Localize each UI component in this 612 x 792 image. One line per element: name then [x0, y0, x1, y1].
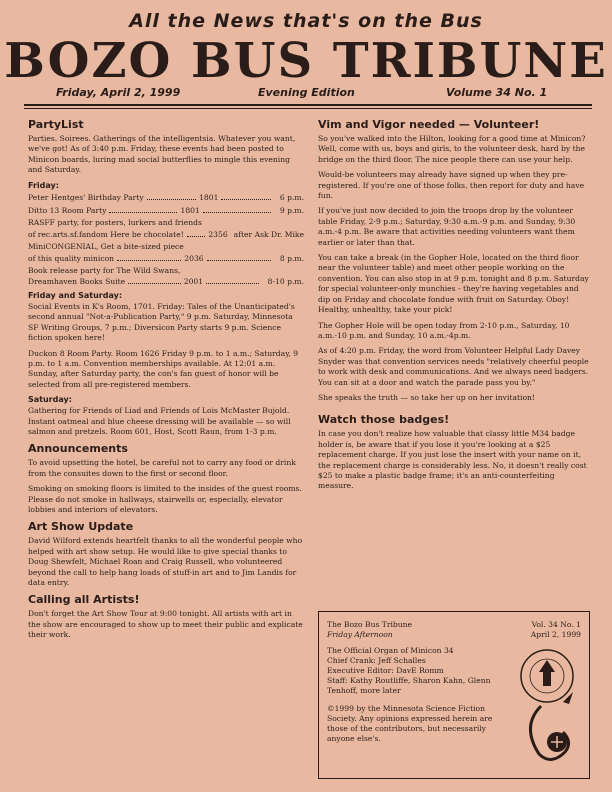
issue-date: Friday, April 2, 1999 [56, 86, 181, 99]
badges-text: In case you don't realize how valuable that classy little M34 badge holder is, be aware that if you lose it you're looking at a $25 replacement charge. If you just lose the insert with your name on it, the replacement charge is considerably less. No, it doesn't really cost $25 to make a plastic badge frame; it's an anti-counterfeiting measure. [318, 429, 587, 491]
friday-heading: Friday: [28, 180, 59, 190]
event-name: Peter Hentges' Birthday Party [28, 192, 144, 202]
box-title: The Bozo Bus Tribune [327, 620, 413, 629]
newsletter-title: BOZO BUS TRIBUNE [4, 33, 608, 89]
tagline: All the News that's on the Bus [129, 10, 483, 32]
box-staff: Staff: Kathy Routliffe, Sharon Kahn, Glenn Tenhoff, more later [327, 676, 491, 695]
friday-saturday-text: Duckon 8 Room Party. Room 1626 Friday 9 p.m. to 1 a.m.; Saturday, 9 p.m. to 1 a.m. Convention memberships available. At 12:01 a.m. Sunday, after Saturday party, the con's fan guest of honor will be selected from all pre-registered members. [28, 348, 299, 389]
event-time: 9 p.m. [279, 206, 304, 216]
header-rule-top [24, 104, 592, 106]
box-editor: Executive Editor: DavE Romm [327, 666, 444, 675]
event-name: Book release party for The Wild Swans, [28, 266, 181, 276]
event-time: after Ask Dr. Mike [233, 229, 304, 239]
friday-saturday-heading: Friday and Saturday: [28, 290, 123, 300]
right-column [318, 118, 590, 497]
artshow-heading: Art Show Update [28, 520, 134, 534]
event-item [28, 205, 304, 216]
event-room: 2356 [208, 229, 228, 239]
box-copyright: ©1999 by the Minnesota Science Fiction Society. Any opinions expressed herein are those of the contributors, but necessarily anyone else's. [327, 704, 493, 743]
event-item [28, 218, 304, 240]
event-room: 1801 [199, 192, 219, 202]
friday-saturday-text: Social Events in K's Room, 1701. Friday: Tales of the Unanticipated's second annual "Not-a-Publication Party," 9 p.m. Saturday, Minnesota SF Writing Groups, 7 p.m.; Diversicon Party starts 9 p.m. Science fiction spoken here! [28, 301, 295, 343]
event-time: 8-10 p.m. [267, 277, 305, 287]
event-room: 2036 [184, 253, 204, 263]
partylist-intro: Parties. Soirees. Gatherings of the intelligentsia. Whatever you want, we've got! As of 3:40 p.m. Friday, these events had been posted to Minicon boards, luring mad social butterflies to mingle this evening and Saturday. [28, 134, 296, 175]
saturday-heading: Saturday: [28, 395, 72, 405]
event-item [28, 266, 304, 288]
badges-heading: Watch those badges! [318, 413, 450, 427]
announcements-heading: Announcements [28, 442, 128, 456]
box-date: April 2, 1999 [530, 630, 581, 639]
artshow-text: David Wilford extends heartfelt thanks to all the wonderful people who helped with art show setup. He would like to give special thanks to Doug Shewfelt, Michael Roan and Craig Russell, who volunteered beyond the call to help hang loads of stuff-in art and to Jim Landis for data entry. [28, 536, 303, 587]
masthead-box [318, 611, 590, 779]
event-name: MiniCONGENIAL, Get a bite-sized piece [28, 242, 184, 252]
volunteer-text: Would-be volunteers may already have signed up when they pre-registered. If you're one of those folks, then report for duty and have fun. [318, 170, 585, 201]
header-rule-bottom [24, 108, 592, 109]
event-name: RASFF party, for posters, lurkers and friends [28, 218, 202, 228]
box-official: The Official Organ of Minicon 34 [327, 646, 454, 655]
box-row [319, 620, 589, 630]
event-name-cont: of rec.arts.sf.fandom Here be chocolate! [28, 229, 184, 239]
box-chief: Chief Crank: Jeff Schalles [327, 656, 426, 665]
volunteer-text: So you've walked into the Hilton, looking for a good time at Minicon? Well, come with us, boys and girls, to the volunteer desk, hard by the bridge on the third floor. The nice people there can use your help. [318, 134, 586, 164]
event-item [28, 192, 304, 203]
volunteer-heading: Vim and Vigor needed — Volunteer! [318, 118, 540, 131]
event-room: 1801 [180, 206, 200, 216]
volunteer-text: The Gopher Hole will be open today from 2-10 p.m., Saturday, 10 a.m.-10 p.m. and Sunday, 10 a.m.-4p.m. [318, 320, 570, 340]
volunteer-text: As of 4:20 p.m. Friday, the word from Volunteer Helpful Lady Davey Snyder was that convention services needs "relatively cheerful people to work with desk and communications. And we always need badgers. You can sit at a door and watch the parade pass you by." [318, 346, 589, 387]
edition-label: Evening Edition [258, 86, 355, 99]
volume-label: Volume 34 No. 1 [446, 86, 548, 99]
artists-heading: Calling all Artists! [28, 593, 140, 607]
volunteer-text: She speaks the truth — so take her up on her invitation! [318, 392, 535, 402]
event-time: 8 p.m. [279, 253, 305, 263]
mnstf-seal-logo [511, 646, 583, 768]
event-name: Ditto 13 Room Party [28, 206, 107, 216]
volunteer-text: If you've just now decided to join the troops drop by the volunteer table Friday, 2-9 p.m.; Saturday, 9:30 a.m.-9 p.m. and Sunday, 9:30 a.m.-4 p.m. Be aware that activities needing volunteers want them earlier or later than that. [318, 206, 576, 247]
event-item [28, 242, 304, 264]
event-name-cont: Dreamhaven Books Suite [28, 277, 126, 287]
announcement-text: To avoid upsetting the hotel, be careful not to carry any food or drink from the consuites down to the first or second floor. [28, 458, 296, 478]
saturday-text: Gathering for Friends of Liad and Friends of Lois McMaster Bujold. Instant oatmeal and blue cheese dressing will be available — so will salmon and pretzels. Room 601, Host, Scott Raun, from 1-3 p.m. [28, 406, 291, 436]
volunteer-text: You can take a break (in the Gopher Hole, located on the third floor near the volunteer table) and meet other people working on the convention. You can also stop in at 9 p.m. tonight and 8 p.m. Saturday for special volunteer-only munchies - they're having vegetables and dip on Friday and chocolate fondue with fruit on Saturday. Oboy! Healthy, unhealthy, take your pick! [318, 253, 589, 315]
event-room: 2001 [183, 277, 204, 287]
box-row [319, 630, 589, 640]
box-time: Friday Afternoon [327, 630, 393, 639]
box-volume: Vol. 34 No. 1 [531, 620, 581, 629]
event-name-cont: of this quality minicon [28, 253, 115, 263]
artists-text: Don't forget the Art Show Tour at 9:00 tonight. All artists with art in the show are encouraged to show up to meet their public and explicate their work. [28, 609, 303, 640]
event-time: 6 p.m. [279, 192, 305, 202]
left-column [28, 118, 304, 646]
announcement-text: Smoking on smoking floors is limited to the insides of the guest rooms. Please do not smoke in hallways, stairwells or, especially, elevator lobbies and interiors of elevators. [28, 484, 302, 514]
partylist-heading: PartyList [28, 118, 84, 131]
